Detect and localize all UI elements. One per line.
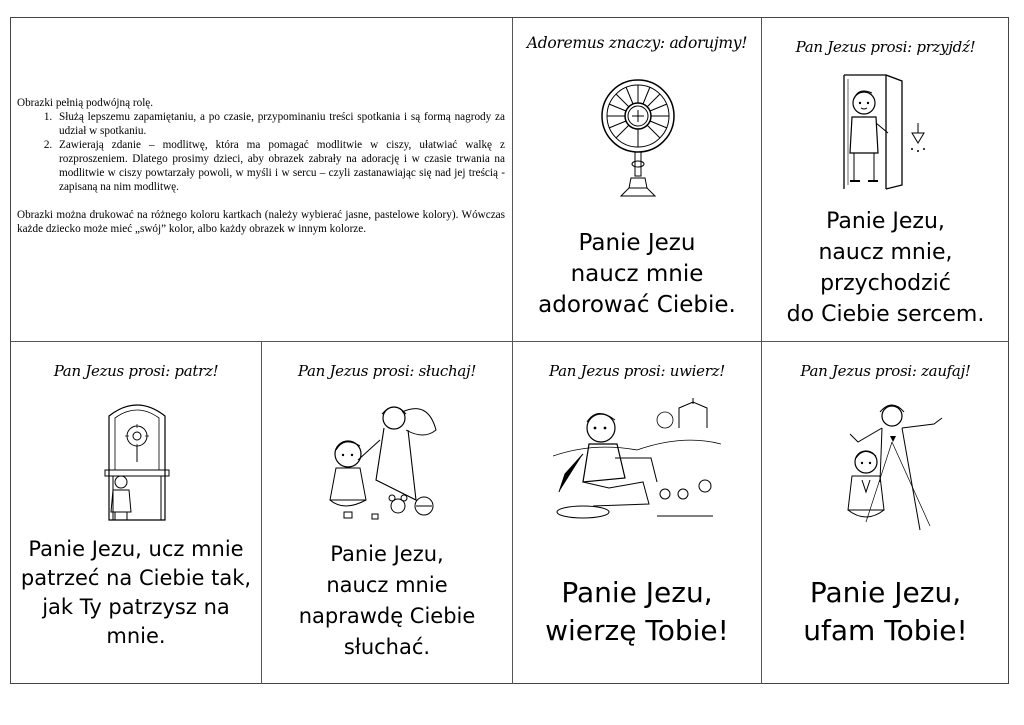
prayer-line: jak Ty patrzysz na bbox=[42, 595, 230, 619]
prayer-line: do Ciebie sercem. bbox=[786, 302, 985, 327]
prayer-line: słuchać. bbox=[343, 635, 431, 659]
intro-item: 2. Zawierają zdanie – modlitwę, która ma pomagać modlitwie w ciszy, ułatwiać walkę z rozproszeniem. Dlatego prosimy dzieci, aby obrazek zabrały na adorację i w czasie trwania na modlitwie w ciszy powtarzały powoli, w myśli i w sercu – czyli zastanawiając się nad jej treścią - zapisaną na nim modlitwę. bbox=[55, 138, 505, 194]
card-header: Pan Jezus prosi: słuchaj! bbox=[297, 362, 477, 380]
child-at-altar-icon bbox=[101, 400, 173, 522]
intro-closing: Obrazki można drukować na różnego koloru kartkach (należy wybierać jasne, pastelowe kolory). Wówczas każde dziecko może mieć „swój” kolor, albo każdy obrazek w innym kolorze. bbox=[17, 209, 505, 235]
child-painting-icon bbox=[553, 398, 721, 522]
card-header: Pan Jezus prosi: zaufaj! bbox=[800, 362, 971, 380]
intro-item: 1. Służą lepszemu zapamiętaniu, a po czasie, przypominaniu treści spotkania i są formą nagrody za udział w spotkaniu. bbox=[55, 110, 505, 138]
prayer-line: ufam Tobie! bbox=[803, 614, 968, 647]
card-header: Pan Jezus prosi: uwierz! bbox=[549, 362, 725, 380]
card-patrz bbox=[11, 342, 261, 684]
prayer-line: Panie Jezu, bbox=[826, 209, 945, 234]
prayer-line: naucz mnie bbox=[570, 261, 704, 287]
prayer-line: Panie Jezu, ucz mnie bbox=[28, 537, 244, 561]
prayer-line: Panie Jezu bbox=[578, 230, 696, 256]
angel-with-child-icon bbox=[324, 400, 448, 524]
prayer-line: naucz mnie bbox=[326, 573, 448, 597]
prayer-line: patrzeć na Ciebie tak, bbox=[20, 566, 252, 590]
card-przyjdz bbox=[762, 18, 1009, 341]
prayer-line: naucz mnie, bbox=[818, 240, 953, 265]
card-prayer bbox=[513, 228, 761, 321]
prayer-line: Panie Jezu, bbox=[561, 576, 713, 609]
prayer-line: Panie Jezu, bbox=[809, 576, 962, 609]
card-header: Pan Jezus prosi: przyjdź! bbox=[795, 38, 976, 56]
card-header: Adoremus znaczy: adorujmy! bbox=[526, 34, 748, 52]
card-zaufaj bbox=[762, 342, 1009, 684]
card-header: Pan Jezus prosi: patrz! bbox=[53, 362, 219, 380]
prayer-line: przychodzić bbox=[820, 271, 951, 296]
monstrance-icon bbox=[591, 78, 685, 198]
prayer-line: naprawdę Ciebie bbox=[298, 604, 476, 628]
card-prayer bbox=[513, 574, 761, 650]
card-prayer bbox=[762, 574, 1009, 650]
divine-mercy-icon bbox=[830, 402, 948, 532]
prayer-line: Panie Jezu, bbox=[330, 542, 444, 566]
card-prayer bbox=[262, 539, 512, 663]
card-prayer bbox=[762, 206, 1009, 330]
card-adoremus bbox=[513, 18, 761, 341]
card-sluchaj bbox=[262, 342, 512, 684]
intro-list bbox=[17, 110, 505, 194]
child-at-door-icon bbox=[838, 73, 934, 191]
intro-text bbox=[17, 96, 505, 236]
prayer-line: adorować Ciebie. bbox=[538, 292, 736, 318]
intro-lead: Obrazki pełnią podwójną rolę. bbox=[17, 97, 154, 109]
card-uwierz bbox=[513, 342, 761, 684]
card-prayer bbox=[11, 535, 261, 651]
card-sheet bbox=[10, 17, 1009, 684]
prayer-line: wierzę Tobie! bbox=[545, 614, 729, 647]
prayer-line: mnie. bbox=[106, 624, 166, 648]
